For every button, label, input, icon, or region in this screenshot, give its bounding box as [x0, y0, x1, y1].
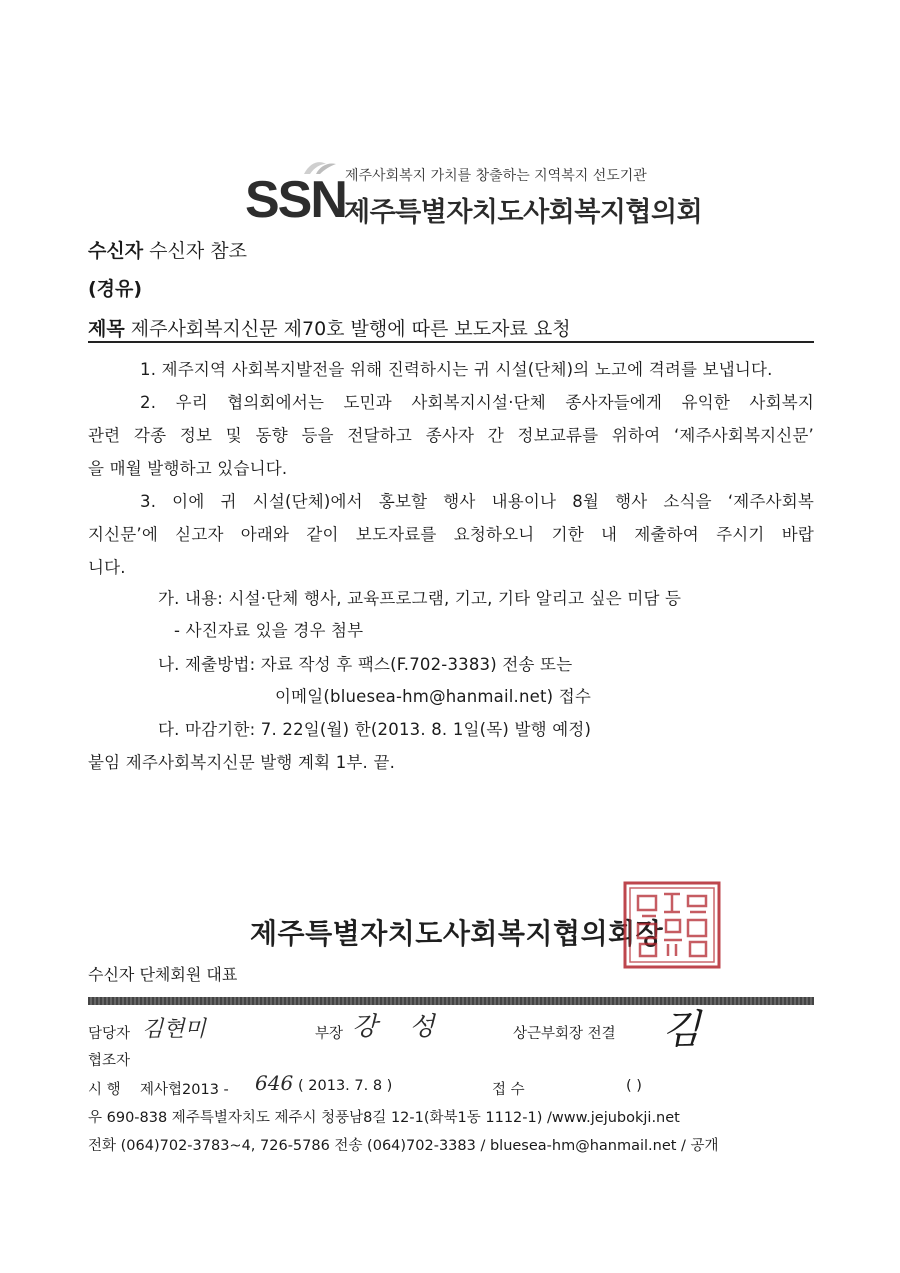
subject-value: 제주사회복지신문 제70호 발행에 따른 보도자료 요청 [130, 318, 571, 340]
header-divider [88, 341, 814, 343]
paragraph-3-line-3: 니다. [88, 558, 126, 577]
item-na: 나. 제출방법: 자료 작성 후 팩스(F.702-3383) 전송 또는 [158, 655, 573, 674]
paragraph-2-line-1-text: 2. 우리 협의회에서는 도민과 사회복지시설·단체 종사자들에게 유익한 사회복지 [140, 393, 814, 412]
exec-date: ( 2013. 7. 8 ) [298, 1078, 393, 1094]
header-tagline: 제주사회복지 가치를 창출하는 지역복지 선도기관 [345, 168, 647, 184]
head-signature: 강 성 [352, 1012, 447, 1042]
vp-signature: 김 [662, 1007, 701, 1053]
paragraph-2-line-2 [88, 422, 814, 446]
item-ga-sub: - 사진자료 있을 경우 첨부 [174, 621, 364, 640]
recipient-value: 수신자 참조 [149, 240, 247, 262]
footer-divider-bar [88, 997, 814, 1005]
paragraph-3-line-2 [88, 521, 814, 545]
paragraph-2-line-1 [140, 389, 814, 413]
subject-label: 제목 [88, 318, 125, 340]
recipient-row [88, 236, 247, 263]
exec-label: 시 행 [88, 1082, 121, 1098]
paragraph-3-line-2-text: 지신문’에 싣고자 아래와 같이 보도자료를 요청하오니 기한 내 제출하여 주시기 바랍 [88, 525, 814, 544]
contact-line: 전화 (064)702-3783~4, 726-5786 전송 (064)702-3383 / bluesea-hm@hanmail.net / 공개 [88, 1138, 719, 1154]
paragraph-3-line-1-text: 3. 이에 귀 시설(단체)에서 홍보할 행사 내용이나 8월 행사 소식을 ‘제주사회복 [140, 492, 814, 511]
exec-prefix: 제사협2013 - [140, 1082, 229, 1098]
recipients-line: 수신자 단체회원 대표 [88, 965, 238, 984]
paragraph-1: 1. 제주지역 사회복지발전을 위해 진력하시는 귀 시설(단체)의 노고에 격려를 보냅니다. [140, 360, 773, 379]
subject-row [88, 314, 571, 341]
paragraph-2-line-2-text: 관련 각종 정보 및 동향 등을 전달하고 종사자 간 정보교류를 위하여 ‘제주사회복지신문’ [88, 426, 814, 445]
chief-title: 제주특별자치도사회복지협의회장 [250, 917, 664, 950]
drafter-label: 담당자 [88, 1026, 131, 1042]
head-label: 부장 [315, 1026, 344, 1042]
header-org-name: 제주특별자치도사회복지협의회 [344, 197, 703, 228]
item-ga: 가. 내용: 시설·단체 행사, 교육프로그램, 기고, 기타 알리고 싶은 미담 등 [158, 589, 682, 608]
coop-label: 협조자 [88, 1053, 131, 1069]
official-seal-icon [622, 880, 722, 970]
item-na-sub: 이메일(bluesea-hm@hanmail.net) 접수 [275, 687, 592, 706]
address-line: 우 690-838 제주특별자치도 제주시 청풍남8길 12-1(화북1동 1112-1) /www.jejubokji.net [88, 1110, 680, 1126]
exec-number: 646 [255, 1071, 294, 1095]
recipient-label: 수신자 [88, 240, 144, 262]
receipt-label: 접 수 [492, 1082, 525, 1098]
attachment-line: 붙임 제주사회복지신문 발행 계획 1부. 끝. [88, 753, 396, 772]
item-da: 다. 마감기한: 7. 22일(월) 한(2013. 8. 1일(목) 발행 예정) [158, 720, 592, 739]
logo-ssn: SSN [245, 171, 346, 229]
via-label: (경유) [88, 278, 143, 300]
paragraph-3-line-1 [140, 488, 814, 512]
receipt-paren: ( ) [626, 1078, 642, 1094]
paragraph-2-line-3: 을 매월 발행하고 있습니다. [88, 459, 288, 478]
vp-label: 상근부회장 전결 [513, 1026, 616, 1042]
via-row [88, 274, 142, 301]
drafter-signature: 김현미 [142, 1017, 206, 1042]
